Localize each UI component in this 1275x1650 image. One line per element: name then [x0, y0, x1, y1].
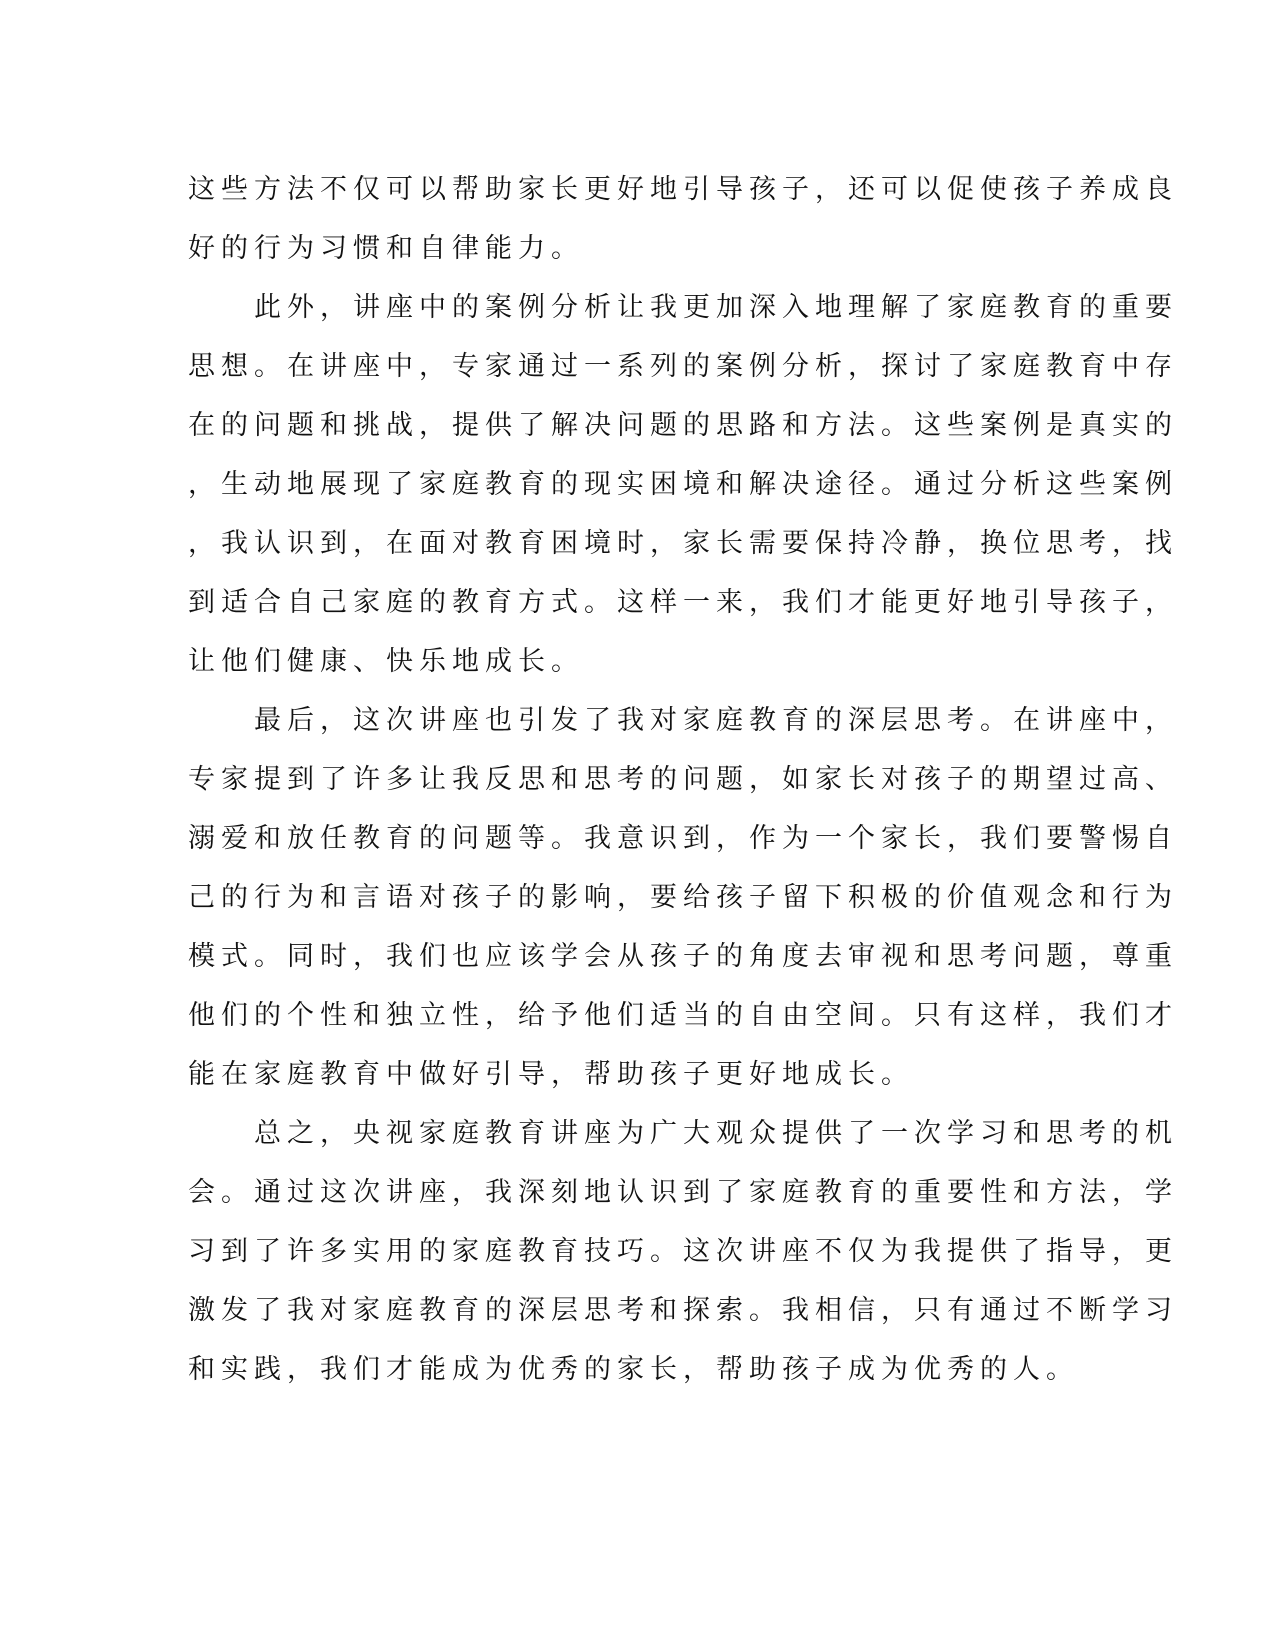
text-line: 让他们健康、快乐地成长。: [188, 646, 584, 677]
text-line: ，我认识到，在面对教育困境时，家长需要保持冷静，换位思考，找: [188, 528, 1178, 559]
text-line: 溺爱和放任教育的问题等。我意识到，作为一个家长，我们要警惕自: [188, 823, 1178, 854]
text-line: 习到了许多实用的家庭教育技巧。这次讲座不仅为我提供了指导，更: [188, 1236, 1178, 1267]
text-line: ，生动地展现了家庭教育的现实困境和解决途径。通过分析这些案例: [188, 469, 1178, 500]
paragraph-start-line: 此外，讲座中的案例分析让我更加深入地理解了家庭教育的重要: [254, 292, 1178, 323]
text-line: 和实践，我们才能成为优秀的家长，帮助孩子成为优秀的人。: [188, 1354, 1079, 1385]
text-line: 思想。在讲座中，专家通过一系列的案例分析，探讨了家庭教育中存: [188, 351, 1178, 382]
document-body: [188, 160, 1178, 1399]
text-line: 到适合自己家庭的教育方式。这样一来，我们才能更好地引导孩子，: [188, 587, 1178, 618]
text-line: 能在家庭教育中做好引导，帮助孩子更好地成长。: [188, 1059, 914, 1090]
text-line: 激发了我对家庭教育的深层思考和探索。我相信，只有通过不断学习: [188, 1295, 1178, 1326]
text-line: 会。通过这次讲座，我深刻地认识到了家庭教育的重要性和方法，学: [188, 1177, 1178, 1208]
text-line: 己的行为和言语对孩子的影响，要给孩子留下积极的价值观念和行为: [188, 882, 1178, 913]
text-line: 模式。同时，我们也应该学会从孩子的角度去审视和思考问题，尊重: [188, 941, 1178, 972]
paragraph-start-line: 最后，这次讲座也引发了我对家庭教育的深层思考。在讲座中，: [254, 705, 1178, 736]
text-line: 这些方法不仅可以帮助家长更好地引导孩子，还可以促使孩子养成良: [188, 174, 1178, 205]
text-line: 他们的个性和独立性，给予他们适当的自由空间。只有这样，我们才: [188, 1000, 1178, 1031]
paragraph-start-line: 总之，央视家庭教育讲座为广大观众提供了一次学习和思考的机: [254, 1118, 1178, 1149]
text-line: 好的行为习惯和自律能力。: [188, 233, 584, 264]
text-line: 专家提到了许多让我反思和思考的问题，如家长对孩子的期望过高、: [188, 764, 1178, 795]
text-line: 在的问题和挑战，提供了解决问题的思路和方法。这些案例是真实的: [188, 410, 1178, 441]
